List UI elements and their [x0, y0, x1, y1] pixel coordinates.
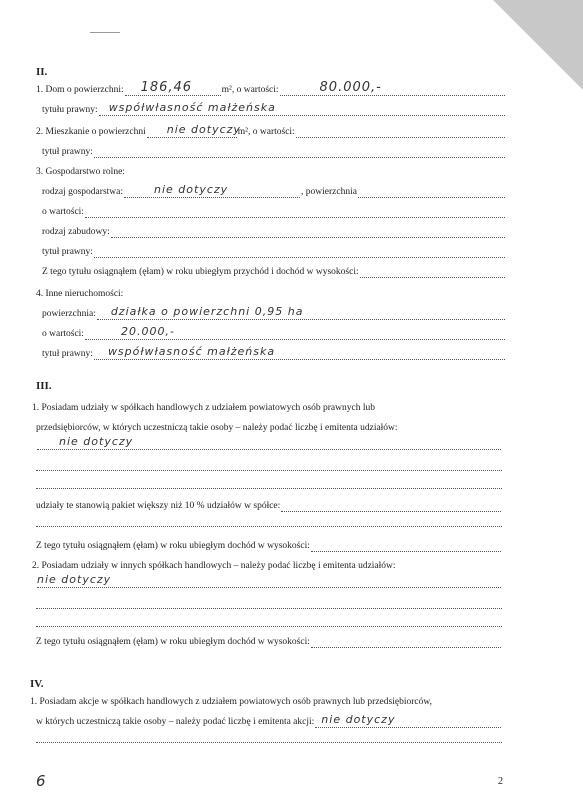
ii-other-title-field [94, 345, 505, 360]
ii-flat-title-label: tytuł prawny: [42, 147, 93, 157]
iii-pakiet-label: udziały te stanowią pakiet większy niż 10 % udziałów w spółce: [36, 501, 281, 511]
ii-flat-title-field [94, 148, 505, 158]
ii-house-area-handwritten: 186,46 [140, 80, 193, 95]
iii-shares-text-1: 1. Posiadam udziały w spółkach handlowych z udziałem powiatowych osób prawnych lub [32, 403, 375, 413]
section-ii-heading: II. [36, 66, 48, 78]
iii-pakiet-line [36, 500, 502, 512]
ii-flat-area-handwritten: nie dotyczy [166, 123, 241, 136]
iv-shares-line-2 [36, 713, 502, 728]
iii-other-shares-answer-field [37, 573, 501, 588]
iii-income-line-2 [36, 636, 502, 648]
ii-other-area-field [97, 305, 505, 320]
ii-farm-type-line [42, 183, 506, 198]
ii-farm-title-line [42, 246, 506, 258]
section-iv-heading: IV. [30, 678, 44, 690]
iii-other-shares-answer-line [36, 573, 502, 588]
iv-shares-text-2: w których uczestniczą takie osoby – należy podać liczbę i emitenta akcji: [36, 717, 315, 727]
ii-farm-income-field [360, 268, 505, 278]
ii-flat-title-line [42, 146, 506, 158]
iii-income-field-2 [311, 638, 501, 648]
ii-farm-type-handwritten: nie dotyczy [154, 183, 229, 196]
ii-farm-heading: 3. Gospodarstwo rolne: [36, 167, 125, 177]
ii-farm-area-field [358, 188, 505, 198]
iii-blank-line-4 [36, 608, 502, 609]
iii-income-field-1 [311, 542, 501, 552]
ii-other-area-label: powierzchnia: [42, 309, 96, 319]
ii-other-area-handwritten: działka o powierzchni 0,95 ha [110, 305, 304, 318]
scan-mark [90, 32, 120, 33]
iii-shares-answer-line [36, 435, 502, 450]
iii-income-label-1: Z tego tytułu osiągnąłem (ęłam) w roku ubiegłym dochód w wysokości: [36, 541, 310, 551]
iv-shares-handwritten: nie dotyczy [321, 713, 396, 726]
ii-flat-area-field [147, 123, 241, 138]
iii-blank-line-1 [36, 470, 502, 471]
ii-house-title-field [99, 101, 505, 116]
ii-farm-value-field [85, 208, 505, 218]
ii-farm-income-line [42, 266, 506, 278]
ii-house-value-handwritten: 80.000,- [319, 80, 382, 95]
ii-farm-area-label: , powierzchnia [301, 187, 357, 197]
ii-flat-value-label: m², o wartości: [237, 127, 295, 137]
iii-income-line-1 [36, 540, 502, 552]
ii-other-value-field [85, 325, 505, 340]
page-corner-fold [493, 0, 583, 90]
ii-farm-title-label: tytuł prawny: [42, 247, 93, 257]
ii-farm-income-label: Z tego tytułu osiągnąłem (ęłam) w roku ubiegłym przychód i dochód w wysokości: [42, 267, 359, 277]
ii-flat-label: 2. Mieszkanie o powierzchni [36, 127, 146, 137]
ii-house-title-handwritten: współwłasność małżeńska [108, 101, 276, 114]
ii-other-title-handwritten: współwłasność małżeńska [107, 345, 276, 358]
ii-farm-build-label: rodzaj zabudowy: [42, 227, 110, 237]
ii-other-value-label: o wartości: [42, 329, 84, 339]
page-number: 2 [498, 776, 503, 787]
ii-farm-value-line [42, 206, 506, 218]
ii-other-area-line [42, 305, 506, 320]
iii-income-label-2: Z tego tytułu osiągnąłem (ęłam) w roku ubiegłym dochód w wysokości: [36, 637, 310, 647]
ii-other-title-label: tytuł prawny: [42, 349, 93, 359]
iii-blank-line-3 [36, 526, 502, 527]
ii-farm-type-label: rodzaj gospodarstwa: [42, 187, 123, 197]
ii-house-title-label: tytułu prawny: [42, 105, 98, 115]
iii-pakiet-field [281, 502, 501, 512]
ii-other-title-line [42, 345, 506, 360]
ii-farm-type-field [124, 183, 300, 198]
iii-shares-answer-field [37, 435, 501, 450]
iii-blank-line-2 [36, 488, 502, 489]
ii-farm-value-label: o wartości: [42, 207, 84, 217]
iii-shares-text-2: przedsiębiorców, w których uczestniczą takie osoby – należy podać liczbę i emitenta udziałów: [36, 423, 398, 433]
iv-shares-answer-field [315, 713, 501, 728]
ii-house-value-label: m², o wartości: [221, 85, 279, 95]
ii-farm-title-field [94, 248, 505, 258]
iv-shares-text-1: 1. Posiadam akcje w spółkach handlowych z udziałem powiatowych osób prawnych lub przedsiębiorców, [30, 697, 432, 707]
ii-farm-build-field [111, 228, 505, 238]
ii-flat-line [36, 123, 506, 138]
ii-other-value-line [42, 325, 506, 340]
ii-farm-build-line [42, 226, 506, 238]
ii-house-value-field [280, 80, 505, 96]
ii-other-value-handwritten: 20.000,- [120, 325, 175, 338]
ii-house-area-field [125, 80, 221, 96]
iv-blank-line-1 [36, 742, 502, 743]
iii-other-shares-text: 2. Posiadam udziały w innych spółkach handlowych – należy podać liczbę i emitenta udziałów: [32, 561, 396, 571]
ii-house-line [36, 80, 506, 96]
ii-house-title-line [42, 101, 506, 116]
iii-blank-line-5 [36, 626, 502, 627]
ii-house-label: 1. Dom o powierzchni: [36, 85, 124, 95]
iii-shares-handwritten: nie dotyczy [59, 435, 134, 448]
ii-flat-value-field [296, 128, 505, 138]
section-iii-heading: III. [36, 380, 52, 392]
iii-other-shares-handwritten: nie dotyczy [37, 573, 112, 586]
handwritten-initials: 6 [36, 772, 46, 790]
ii-other-heading: 4. Inne nieruchomości: [36, 289, 124, 299]
